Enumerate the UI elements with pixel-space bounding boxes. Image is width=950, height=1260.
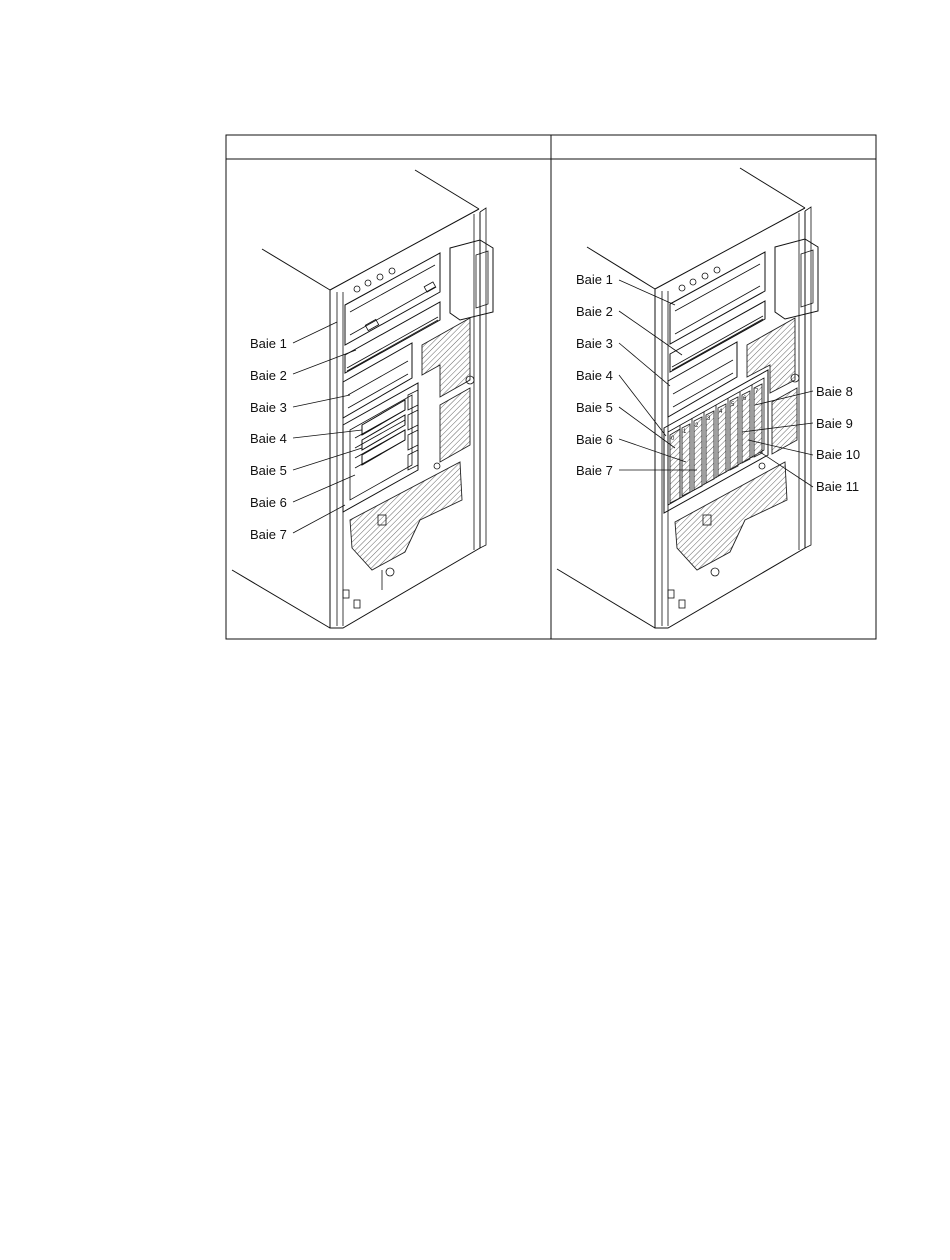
slot-number-5: 5 [731, 402, 735, 408]
slot-number-1: 1 [683, 429, 687, 435]
label-right-baie-10: Baie 10 [816, 447, 861, 462]
label-right-baie-1: Baie 1 [576, 272, 613, 287]
label-right-baie-8: Baie 8 [816, 384, 853, 399]
label-left-baie-5: Baie 5 [250, 463, 287, 478]
label-left-baie-1: Baie 1 [250, 336, 287, 351]
label-right-baie-2: Baie 2 [576, 304, 613, 319]
label-left-baie-4: Baie 4 [250, 431, 287, 446]
label-right-baie-5: Baie 5 [576, 400, 613, 415]
label-right-baie-3: Baie 3 [576, 336, 613, 351]
leaders-left [293, 322, 362, 533]
label-right-baie-4: Baie 4 [576, 368, 613, 383]
slot-number-7: 7 [755, 389, 759, 395]
label-left-baie-6: Baie 6 [250, 495, 287, 510]
server-drawing-left [232, 170, 493, 628]
label-right-baie-11: Baie 11 [816, 479, 860, 494]
slot-number-2: 2 [695, 423, 699, 429]
label-left-baie-2: Baie 2 [250, 368, 287, 383]
slot-number-6: 6 [743, 396, 747, 402]
slot-number-4: 4 [719, 409, 723, 415]
labels-left [250, 336, 287, 542]
label-right-baie-9: Baie 9 [816, 416, 853, 431]
slot-number-3: 3 [707, 416, 711, 422]
label-left-baie-3: Baie 3 [250, 400, 287, 415]
label-left-baie-7: Baie 7 [250, 527, 287, 542]
slot-number-0: 0 [671, 436, 675, 442]
server-drawing-right [557, 168, 818, 628]
label-right-baie-6: Baie 6 [576, 432, 613, 447]
label-right-baie-7: Baie 7 [576, 463, 613, 478]
